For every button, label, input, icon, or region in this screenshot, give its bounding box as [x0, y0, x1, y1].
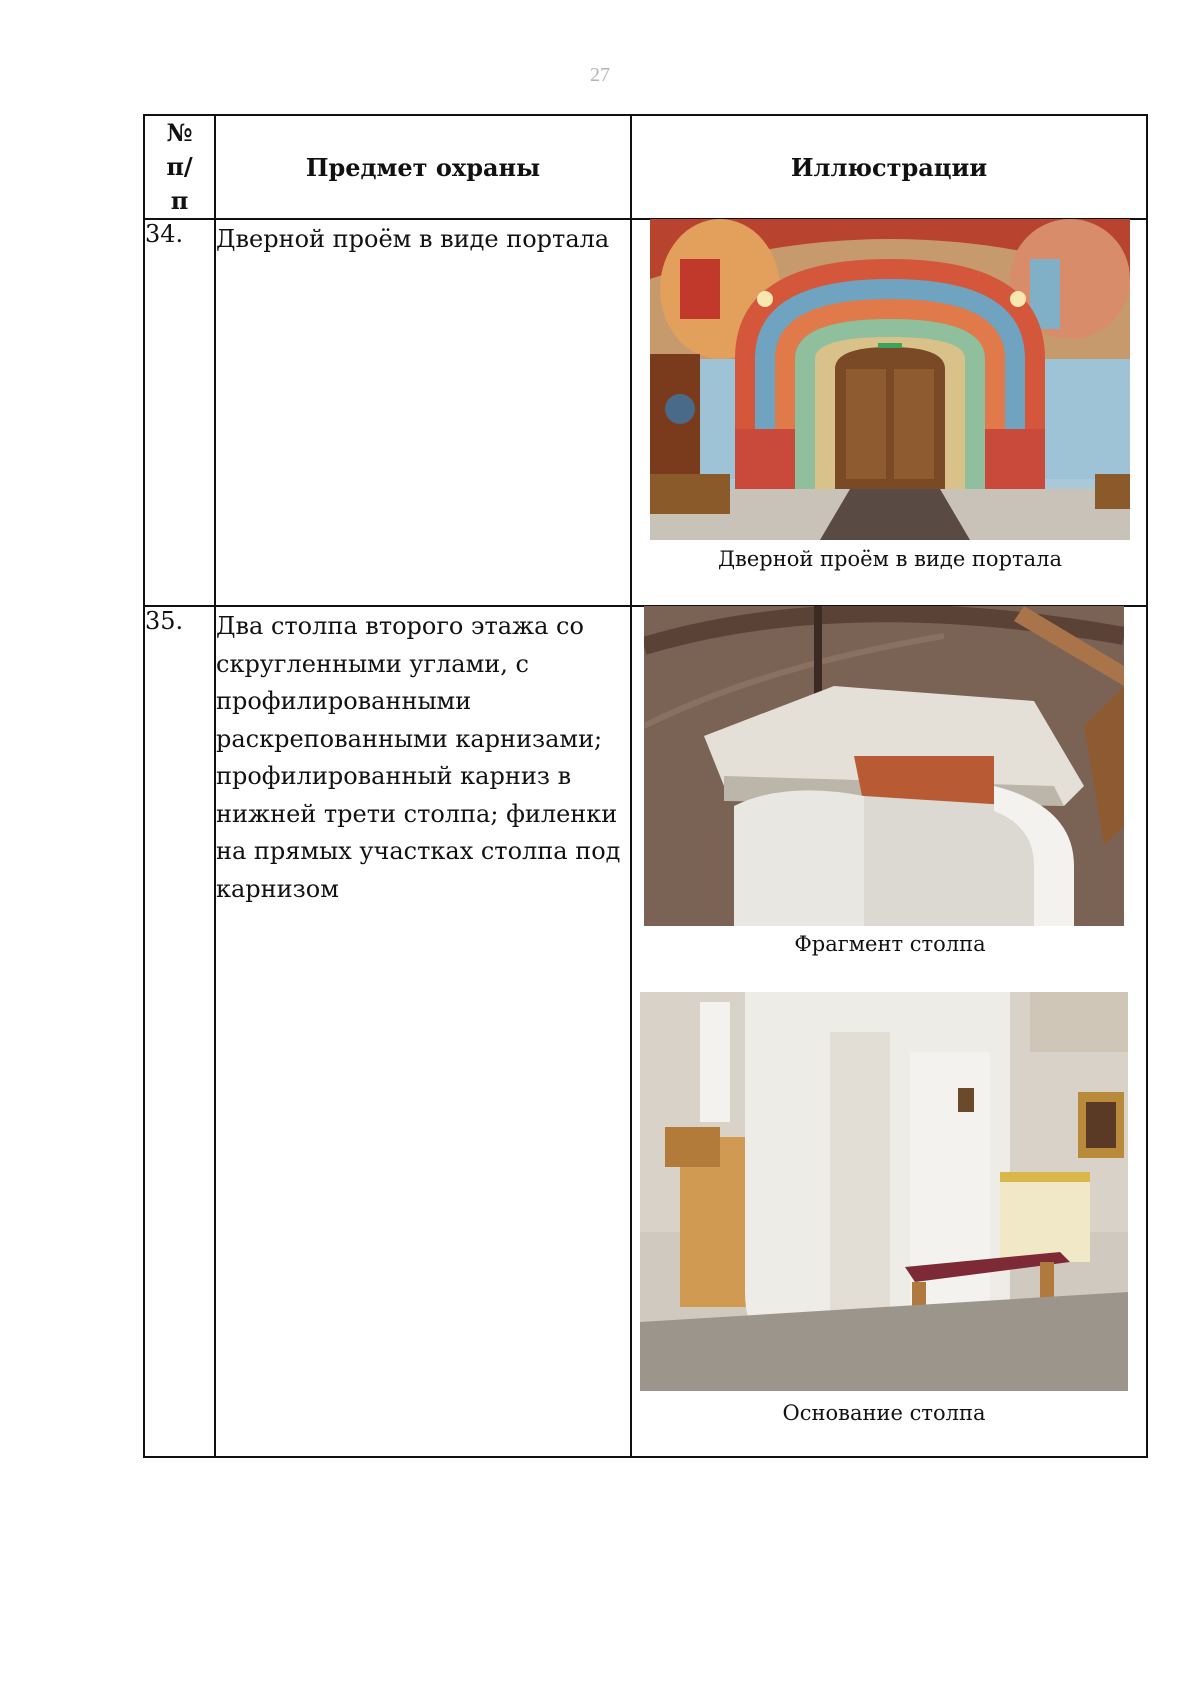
illustrations-cell [631, 219, 1147, 606]
pillar-fragment-photo [644, 606, 1124, 926]
page-number: 27 [590, 64, 610, 86]
figure-caption: Основание столпа [782, 1401, 986, 1425]
portal-doorway-photo [650, 219, 1130, 540]
protection-table [143, 114, 1148, 1458]
header-subject: Предмет охраны [215, 115, 631, 219]
table-header-row [144, 115, 1147, 219]
table-row [144, 606, 1147, 1457]
table-row [144, 219, 1147, 606]
header-number: № п/п [144, 115, 215, 219]
figure-caption: Фрагмент столпа [794, 932, 986, 956]
row-number: 34. [144, 219, 215, 606]
illustrations-cell [631, 606, 1147, 1457]
pillar-base-photo [640, 992, 1128, 1391]
row-number: 35. [144, 606, 215, 1457]
row-subject: Дверной проём в виде портала [215, 219, 631, 606]
header-illustrations: Иллюстрации [631, 115, 1147, 219]
row-subject: Два столпа второго этажа со скругленными углами, с профилированными раскрепованными карнизами; профилированный карниз в нижней трети столпа; филенки на прямых участках столпа под карнизом [215, 606, 631, 1457]
figure-caption: Дверной проём в виде портала [717, 547, 1063, 571]
